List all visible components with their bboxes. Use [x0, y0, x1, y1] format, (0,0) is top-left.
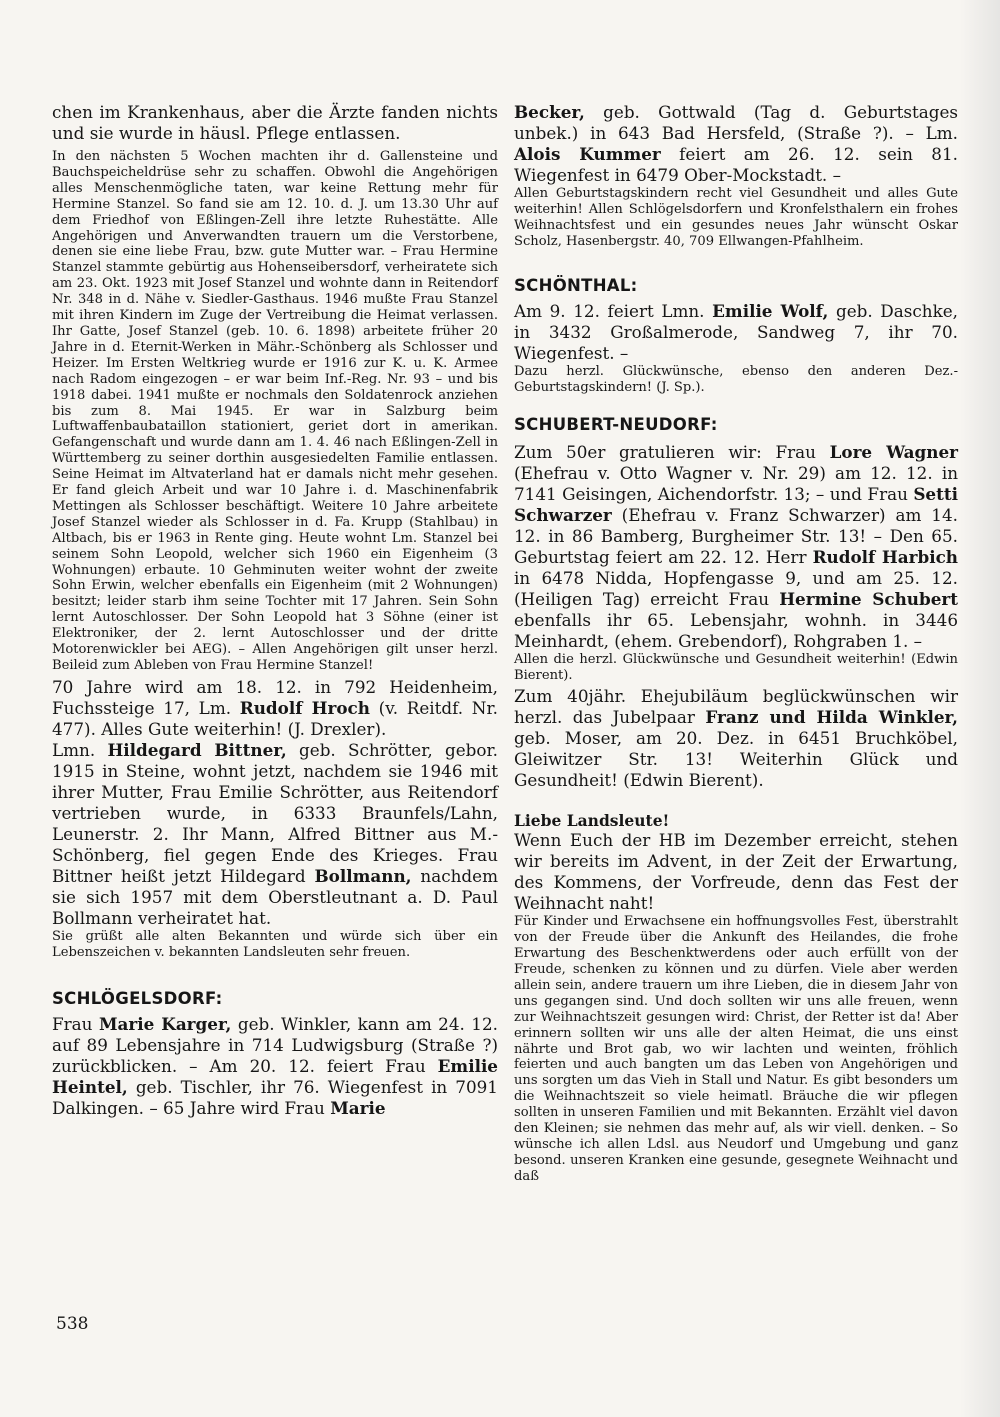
person-name: Rudolf Hroch [239, 697, 370, 718]
person-name: Marie Karger, [98, 1013, 232, 1034]
person-name: Alois Kummer [514, 144, 661, 164]
text: Zum 50er gratulieren wir: Frau [514, 442, 816, 463]
left-column [52, 102, 498, 1119]
text: ebenfalls ihr 65. Lebensjahr, wohnh. in 3446 Meinhardt, (ehem. Grebendorf), Rohgraben 1. – [514, 610, 958, 652]
text: nachdem sie sich 1957 mit dem Oberstleutnant a. D. Paul Bollmann verheiratet hat. [52, 865, 498, 928]
right-column [514, 102, 958, 1185]
bittner-greeting: Sie grüßt alle alten Bekannten und würde sich über ein Lebenszeichen v. bekannten Landsleuten sehr freuen. [52, 928, 498, 960]
bierent-greeting: Allen die herzl. Glückwünsche und Gesundheit weiterhin! (Edwin Bierent). [514, 652, 958, 684]
heading-liebe-landsleute: Liebe Landsleute! [514, 811, 670, 831]
person-name: Hildegard Bittner, [107, 739, 287, 760]
winkler-jubilee [514, 686, 958, 791]
heading-schoenthal: SCHÖNTHAL: [514, 275, 638, 295]
bittner-notice [52, 740, 498, 929]
scholz-greeting: Allen Geburtstagskindern recht viel Gesundheit und alles Gute weiterhin! Allen Schlögelsdorfern und Kronfelsthalern ein frohes Weihnachtsfest und ein gesundes neues Jahr wünscht Oskar Scholz, Hasenbergstr. 40, 709 Ellwangen-Pfahlheim. [514, 186, 958, 249]
text: geb. Daschke, in 3432 Großalmerode, Sandweg 7, ihr 70. Wiegenfest. – [514, 300, 959, 363]
text: geb. Gottwald (Tag d. Geburtstages unbek.) in 643 Bad Hersfeld, (Straße ?). – Lm. [514, 102, 958, 143]
person-name: Lore Wagner [829, 442, 958, 463]
text: feiert am 26. 12. sein 81. Wiegenfest in 6479 Ober-Mockstadt. – [514, 144, 958, 185]
text: geb. Tischler, ihr 76. Wiegenfest in 7091 Dalkingen. – 65 Jahre wird Frau [52, 1076, 498, 1118]
person-name: Emilie Wolf, [712, 300, 829, 321]
heading-schloegelsdorf: SCHLÖGELSDORF: [52, 988, 223, 1008]
text: geb. Moser, am 20. Dez. in 6451 Bruchköbel, Gleiwitzer Str. 13! Weiterhin Glück und Gesundheit! (Edwin Bierent). [514, 728, 958, 791]
schloegelsdorf-birthdays [52, 1014, 498, 1119]
text: (Ehefrau v. Franz Schwarzer) am 14. 12. in 86 Bamberg, Burgheimer Str. 13! – Den 65. Geburtstag feiert am 22. 12. Herr [514, 505, 958, 568]
wolf-birthday [514, 301, 958, 364]
person-name: Becker, [514, 102, 585, 122]
page-edge-shadow [960, 0, 1000, 1417]
schubert-neudorf-birthdays [514, 442, 958, 652]
text: (Ehefrau v. Otto Wagner v. Nr. 29) am 12. 12. in 7141 Geisingen, Aichendorfstr. 13; – und Frau [514, 463, 958, 505]
person-name: Marie [330, 1097, 386, 1118]
text: geb. Winkler, kann am 24. 12. auf 89 Lebensjahre in 714 Ludwigsburg (Straße ?) zurückblicken. – Am 20. 12. feiert Frau [52, 1013, 498, 1076]
person-name: Rudolf Harbich [812, 547, 958, 568]
text: in 6478 Nidda, Hopfengasse 9, und am 25. 12. (Heiligen Tag) erreicht Frau [514, 568, 958, 610]
christmas-letter: Für Kinder und Erwachsene ein hoffnungsvolles Fest, überstrahlt von der Freude über die Ankunft des Heilandes, die frohe Erwartung des Beschenktwerdens oder auch erfüllt von der Freude, schenken zu können und zu dürfen. Viele aber werden allein sein, andere trauern um ihre Lieben, die in diesem Jahr von uns gegangen sind. Und doch sollten wir uns alle freuen, wenn zur Weihnachtszeit gesungen wird: Christ, der Retter ist da! Aber erinnern sollten wir uns alle der alten Heimat, die uns einst nährte und Brot gab, wo wir lachten und weinten, fröhlich feierten und auch bangten um das Leben von Angehörigen und uns sorgten um das Vieh in Stall und Natur. Es gibt besonders um die Weihnachtszeit so viele heimatl. Bräuche die wir pflegen sollten in unseren Familien und mit Bekannten. Erzählt viel davon den Kleinen; sie nehmen das mehr auf, als wir viell. denken. – So wünsche ich allen Ldsl. aus Neudorf und Umgebung und ganz besond. unseren Kranken eine gesunde, gesegnete Weihnacht und daß [514, 914, 958, 1184]
hroch-birthday [52, 677, 498, 740]
person-name: Setti Schwarzer [514, 484, 958, 526]
left-para-1: chen im Krankenhaus, aber die Ärzte fanden nichts und sie wurde in häusl. Pflege entlassen. [52, 102, 498, 143]
text: Zum 40jähr. Ehejubiläum beglückwünschen wir herzl. das Jubelpaar [514, 686, 958, 728]
stanzel-obituary: In den nächsten 5 Wochen machten ihr d. Gallensteine und Bauchspeicheldrüse sehr zu schaffen. Obwohl die Angehörigen alles Menschenmögliche taten, war keine Rettung mehr für Hermine Stanzel. So fand sie am 12. 10. d. J. um 13.30 Uhr auf dem Friedhof von Eßlingen-Zell ihre letzte Ruhestätte. Alle Angehörigen und Anverwandten trauern um die Verstorbene, denen sie eine liebe Frau, bzw. gute Mutter war. – Frau Hermine Stanzel stammte gebürtig aus Hohenseibersdorf, verheiratete sich am 23. Okt. 1923 mit Josef Stanzel und wohnte dann in Reitendorf Nr. 348 in d. Nähe v. Siedler-Gasthaus. 1946 mußte Frau Stanzel mit ihren Kindern im Zuge der Vertreibung die Heimat verlassen. Ihr Gatte, Josef Stanzel (geb. 10. 6. 1898) arbeitete früher 20 Jahre in d. Eternit-Werken in Mähr.-Schönberg als Schlosser und Heizer. Im Ersten Weltkrieg wurde er 1916 zur K. u. K. Armee nach Radom eingezogen – er war beim Inf.-Reg. Nr. 93 – und bis 1918 dabei. 1941 mußte er nochmals den Soldatenrock anziehen bis zum 8. Mai 1945. Er war in Salzburg beim Luftwaffenbaubataillon stationiert, geriet dort in amerikan. Gefangenschaft und wurde dann am 1. 4. 46 nach Eßlingen-Zell in Württemberg zu seiner dorthin ausgesiedelten Familie entlassen. Seine Heimat im Altvaterland hat er damals nicht mehr gesehen. Er fand gleich Arbeit und war 10 Jahre i. d. Maschinenfabrik Mettingen als Schlosser beschäftigt. Weitere 10 Jahre arbeitete Josef Stanzel wieder als Schlosser in d. Fa. Krupp (Stahlbau) in Altbach, bis er 1963 in Rente ging. Heute wohnt Lm. Stanzel bei seinem Sohn Leopold, welcher sich 1960 ein Eigenheim (3 Wohnungen) erbaute. 10 Gehminuten weiter wohnt der zweite Sohn Erwin, welcher ebenfalls ein Eigenheim (mit 2 Wohnungen) besitzt; leider starb ihm seine Tochter mit 17 Jahren. Sein Sohn lernt Autoschlosser. Der Sohn Leopold hat 3 Söhne (einer ist Elektroniker, der 2. lernt Autoschlosser und der dritte Motorenwickler bei AEG). – Allen Angehörigen gilt unser herzl. Beileid zum Ableben von Frau Hermine Stanzel! [52, 149, 498, 673]
text: (v. Reitdf. Nr. 477). Alles Gute weiterhin! (J. Drexler). [52, 697, 498, 739]
advent-intro: Wenn Euch der HB im Dezember erreicht, stehen wir bereits im Advent, in der Zeit der Erwartung, des Kommens, der Vorfreude, denn das Fest der Weihnacht naht! [514, 830, 958, 914]
schloegelsdorf-continued [514, 102, 958, 186]
person-name: Emilie Heintel, [52, 1055, 498, 1097]
text: Am 9. 12. feiert Lmn. [514, 300, 705, 321]
schoenthal-greeting: Dazu herzl. Glückwünsche, ebenso den anderen Dez.-Geburtstagskindern! (J. Sp.). [514, 363, 958, 395]
person-name: Bollmann, [314, 865, 412, 886]
heading-schubert-neudorf: SCHUBERT-NEUDORF: [514, 415, 718, 435]
text: Lmn. [52, 739, 96, 760]
person-name: Franz und Hilda Winkler, [705, 707, 958, 728]
text: geb. Schrötter, gebor. 1915 in Steine, wohnt jetzt, nachdem sie 1946 mit ihrer Mutter, Frau Emilie Schrötter, aus Reitendorf vertrieben wurde, in 6333 Braunfels/Lahn, Leunerstr. 2. Ihr Mann, Alfred Bittner aus M.-Schönberg, fiel gegen Ende des Krieges. Frau Bittner heißt jetzt Hildegard [52, 739, 498, 886]
person-name: Hermine Schubert [779, 589, 958, 610]
text: 70 Jahre wird am 18. 12. in 792 Heidenheim, Fuchssteige 17, Lm. [52, 676, 498, 718]
page-number: 538 [56, 1314, 89, 1334]
text: Frau [52, 1013, 93, 1034]
